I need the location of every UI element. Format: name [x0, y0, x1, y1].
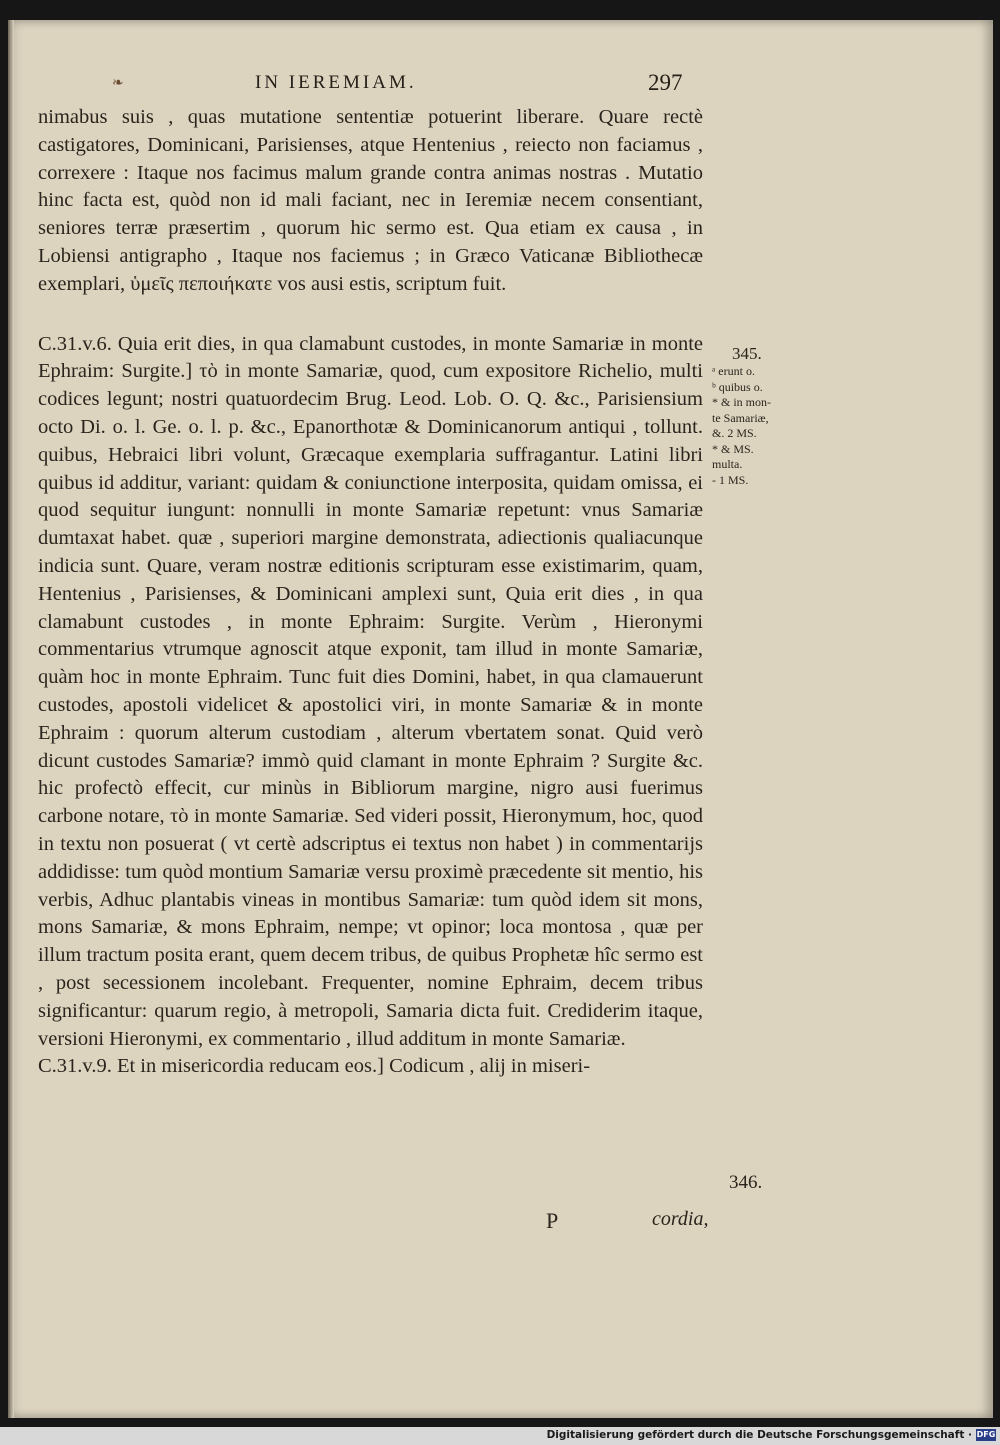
- signature-mark: P: [546, 1208, 559, 1233]
- funding-credit: Digitalisierung gefördert durch die Deutsche Forschungsgemeinschaft ·: [546, 1429, 972, 1441]
- margin-note-number: 346.: [729, 1172, 763, 1193]
- margin-note-line: te Samariæ,: [712, 410, 769, 425]
- margin-note-line: ᵇ quibus o.: [712, 379, 763, 394]
- header-ornament-icon: ❧: [112, 76, 124, 91]
- page-gutter-shadow: [8, 20, 14, 1418]
- main-text-block: [38, 104, 703, 1081]
- margin-notes: [712, 364, 802, 488]
- paragraph: C.31.v.6. Quia erit dies, in qua clamabunt custodes, in monte Samariæ in monte Ephraim: Surgite.] τὸ in monte Samariæ, quod, cum expositore Richelio, multi codices legunt; nostri quatuordecim Brug. Leod. Lob. O. Q. &c., Parisiensium octo Di. o. l. Ge. o. l. p. &c., Epanorthotæ & Dominicanorum antiqui , tollunt. quibus, Hebraici libri volunt, Græcaque exemplaria suffragantur. Latini libri quibus id additur, variant: quidam & coniunctione interposita, quidam omissa, ei quod sequitur iungunt: nonnulli in monte Samariæ repetunt: vnus Samariæ dumtaxat habet. quæ , superiori margine demonstrata, adiectionis qualiacunque indicia sunt. Quare, veram nostræ editionis scripturam esse existimarim, quam, Hentenius , Parisienses, & Dominicani amplexi sunt, Quia erit dies , in qua clamabunt custodes , in monte Ephraim: Surgite. Verùm , Hieronymi commentarius vtrumque agnoscit atque exponit, tam illud in monte Samariæ, quàm hoc in monte Ephraim. Tunc fuit dies Domini, habet, in qua clamauerunt custodes, apostoli videlicet & apostolici viri, in monte Samariæ & in monte Ephraim : quorum alterum custodiam , alterum vbertatem sonat. Quid verò dicunt custodes Samariæ? immò quid clamant in monte Ephraim ? Surgite &c. hic profectò effecit, cur minùs in Bibliorum margine, nigro ausi fuerimus carbone notare, τὸ in monte Samariæ. Sed videri possit, Hieronymum, hoc, quod in textu non posuerat ( vt certè adscriptus ei textus non habet ) in commentarijs addidisse: tum quòd montium Samariæ versu proximè præcedente sit mentio, his verbis, Adhuc plantabis vineas in montibus Samariæ: tum quòd idem sit mons, mons Samariæ, & mons Ephraim, nempe; vt opinor; loca montosa , quæ per illum tractum posita erant, quem decem tribus, de quibus Prophetæ hîc sermo est , post secessionem incolebant. Frequenter, nomine Ephraim, decem tribus significantur: quarum regio, à metropoli, Samaria dicta fuit. Crediderim itaque, versioni Hieronymi, ex commentario , illud additum in monte Samariæ.: [38, 332, 703, 1050]
- margin-note-line: &. 2 MS.: [712, 426, 757, 440]
- margin-note-line: multa.: [712, 457, 743, 471]
- margin-note-line: * & MS.: [712, 441, 754, 456]
- paragraph: C.31.v.9. Et in misericordia reducam eos.] Codicum , alij in miseri-: [38, 1055, 591, 1078]
- margin-note-line: * & in mon-: [712, 395, 771, 409]
- dfg-logo-icon: DFG: [976, 1430, 996, 1439]
- margin-note-number: 345.: [732, 344, 762, 363]
- credit-bar: [0, 1427, 1000, 1445]
- catchword: cordia,: [652, 1208, 709, 1230]
- margin-note-line: - 1 MS.: [712, 472, 749, 487]
- page-number: 297: [648, 70, 683, 95]
- paragraph: nimabus suis , quas mutatione sententiæ potuerint liberare. Quare rectè castigatores, Dominicani, Parisienses, atque Hentenius , reiecto non faciamus , correxere : Itaque nos facimus malum grande contra animas nostras . Mutatio hinc facta est, quòd non id mali faciant, nec in Ieremiæ necem consentiant, seniores terræ præsertim , quorum hic sermo est. Qua etiam ex causa , in Lobiensi antigrapho , Itaque nos faciemus ; in Græco Vaticanæ Bibliothecæ exemplari, ὑμεῖς πεποιήκατε vos ausi estis, scriptum fuit.: [38, 106, 703, 295]
- margin-note-line: ᵃ erunt o.: [712, 364, 755, 378]
- running-head: IN IEREMIAM.: [255, 72, 417, 93]
